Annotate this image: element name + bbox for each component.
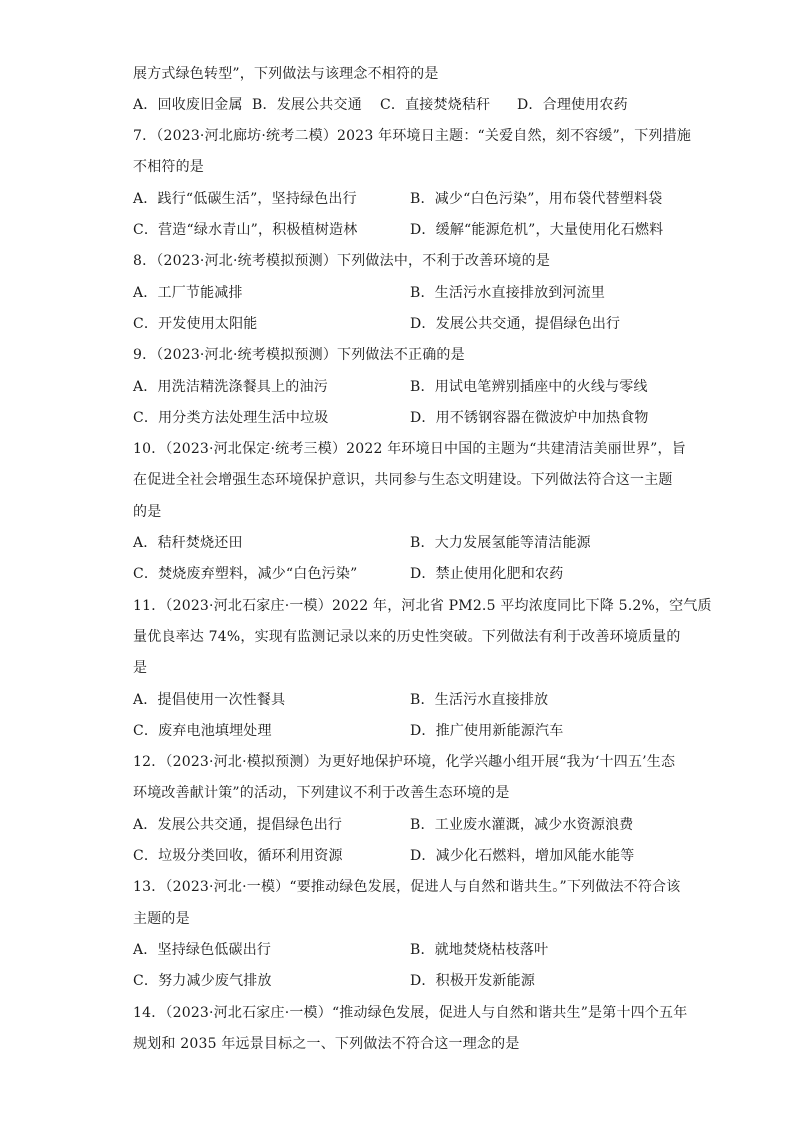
- option-a: A．提倡使用一次性餐具: [133, 692, 286, 708]
- option-c: C．焚烧废弃塑料，减少“白色污染”: [133, 566, 358, 582]
- option-d: D．推广使用新能源汽车: [410, 723, 564, 739]
- option-c: C．努力减少废气排放: [133, 973, 272, 989]
- question-14-line-2: 规划和 2035 年远景目标之一、下列做法不符合这一理念的是: [133, 1036, 520, 1052]
- option-d: D．禁止使用化肥和农药: [410, 566, 564, 582]
- option-a: A．践行“低碳生活”，坚持绿色出行: [133, 191, 357, 207]
- question-13-line-1: 13．（2023·河北·一模）“要推动绿色发展，促进人与自然和谐共生。”下列做法不符合该: [133, 879, 681, 895]
- option-d: D．发展公共交通，提倡绿色出行: [410, 316, 621, 332]
- question-13-line-2: 主题的是: [133, 911, 190, 927]
- option-b: B．生活污水直接排放到河流里: [410, 285, 606, 301]
- option-a: A．发展公共交通，提倡绿色出行: [133, 817, 343, 833]
- option-d: D．用不锈钢容器在微波炉中加热食物: [410, 410, 649, 426]
- question-10-line-2: 在促进全社会增强生态环境保护意识，共同参与生态文明建设。下列做法符合这一主题: [133, 472, 673, 488]
- question-11-line-2: 量优良率达 74%，实现有监测记录以来的历史性突破。下列做法有利于改善环境质量的: [133, 629, 681, 645]
- option-b: B．大力发展氢能等清洁能源: [410, 535, 591, 551]
- option-b: B．减少“白色污染”，用布袋代替塑料袋: [410, 191, 663, 207]
- option-a: A．秸秆焚烧还田: [133, 535, 243, 551]
- option-c: C．用分类方法处理生活中垃圾: [133, 410, 329, 426]
- option-c: C．直接焚烧秸秆: [380, 97, 491, 113]
- option-d: D．缓解“能源危机”，大量使用化石燃料: [410, 222, 664, 238]
- option-b: B．发展公共交通: [252, 97, 362, 113]
- option-a: A．坚持绿色低碳出行: [133, 942, 272, 958]
- question-10-line-3: 的是: [133, 504, 162, 520]
- option-c: C．开发使用太阳能: [133, 316, 258, 332]
- option-a: A．回收废旧金属: [133, 97, 243, 113]
- option-b: B．用试电笔辨别插座中的火线与零线: [410, 379, 648, 395]
- question-8-line-1: 8．（2023·河北·统考模拟预测）下列做法中，不利于改善环境的是: [133, 253, 551, 269]
- question-12-line-2: 环境改善献计策”的活动，下列建议不利于改善生态环境的是: [133, 785, 510, 801]
- question-text-line: 展方式绿色转型”，下列做法与该理念不相符的是: [133, 66, 439, 82]
- question-7-line-1: 7．（2023·河北廊坊·统考二模）2023 年环境日主题：“关爱自然，刻不容缓”，下列措施: [133, 128, 692, 144]
- question-14-line-1: 14．（2023·河北石家庄·一模）“推动绿色发展，促进人与自然和谐共生”是第十四个五年: [133, 1005, 688, 1021]
- question-9-line-1: 9．（2023·河北·统考模拟预测）下列做法不正确的是: [133, 347, 465, 363]
- question-11-line-3: 是: [133, 660, 148, 676]
- option-b: B．生活污水直接排放: [410, 692, 549, 708]
- option-a: A．用洗洁精洗涤餐具上的油污: [133, 379, 328, 395]
- option-d: D．减少化石燃料，增加风能水能等: [410, 848, 635, 864]
- question-11-line-1: 11．（2023·河北石家庄·一模）2022 年，河北省 PM2.5 平均浓度同比下降 5.2%，空气质: [133, 598, 712, 614]
- option-c: C．废弃电池填埋处理: [133, 723, 272, 739]
- option-d: D．合理使用农药: [517, 97, 628, 113]
- option-c: C．垃圾分类回收，循环利用资源: [133, 848, 343, 864]
- question-7-line-2: 不相符的是: [133, 159, 204, 175]
- option-b: B．工业废水灌溉，减少水资源浪费: [410, 817, 634, 833]
- option-c: C．营造“绿水青山”，积极植树造林: [133, 222, 358, 238]
- option-d: D．积极开发新能源: [410, 973, 536, 989]
- option-b: B．就地焚烧枯枝落叶: [410, 942, 549, 958]
- question-12-line-1: 12．（2023·河北·模拟预测）为更好地保护环境，化学兴趣小组开展“我为‘十四五’生态: [133, 754, 676, 770]
- option-a: A．工厂节能减排: [133, 285, 243, 301]
- question-10-line-1: 10．（2023·河北保定·统考三模）2022 年环境日中国的主题为“共建清洁美丽世界”，旨: [133, 441, 686, 457]
